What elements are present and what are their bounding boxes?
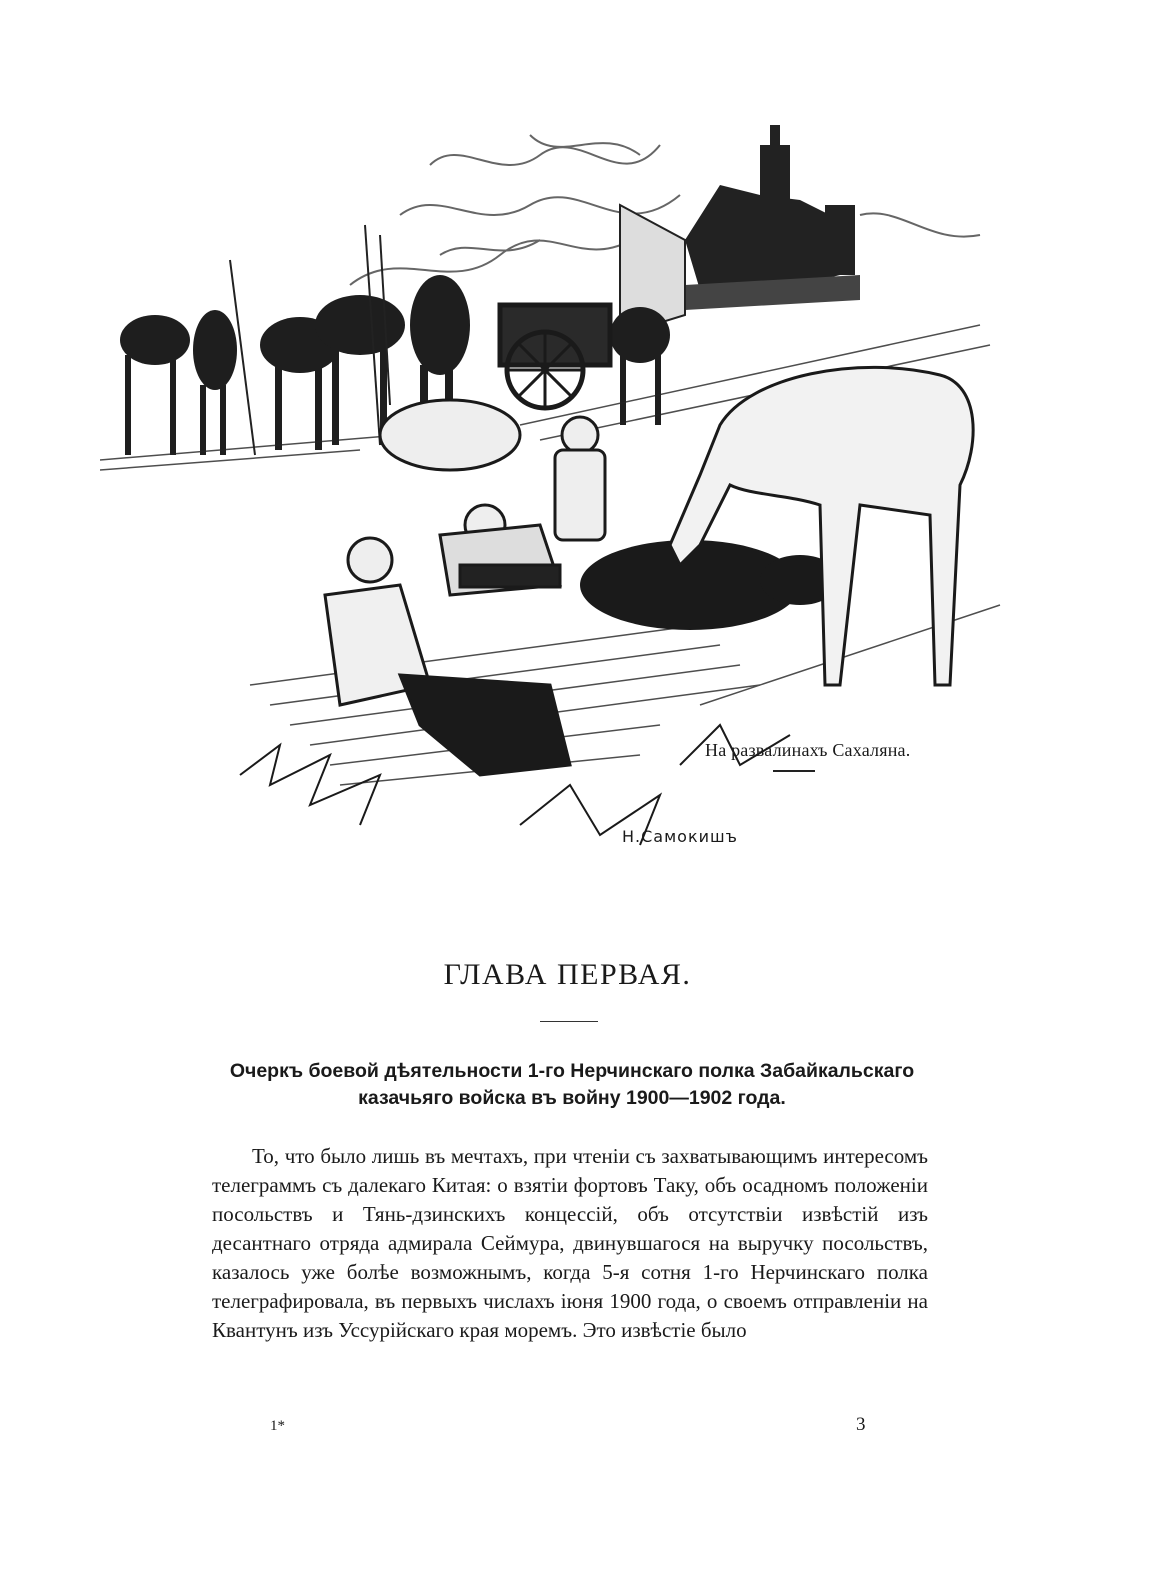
fallen-horse xyxy=(580,540,840,630)
chapter-subtitle: Очеркъ боевой дѣятельности 1-го Нерчинскаго полка Забайкальскаго казачьяго войска въ войну 1900—1902 года. xyxy=(229,1060,915,1109)
illustration-drawing xyxy=(100,125,1010,885)
soldiers xyxy=(325,400,605,775)
page-number: 3 xyxy=(856,1414,866,1435)
caption-divider xyxy=(773,770,815,772)
battle-scene-illustration xyxy=(100,125,1010,885)
body-paragraph: То, что было лишь въ мечтахъ, при чтенiи съ захватывающимъ интересомъ телеграммъ съ далекаго Китая: о взятiи фортовъ Таку, объ осадномъ положенiи посольствъ и Тянь-дзинскихъ концессiй, объ отсутствiи извѣстiй изъ десантнаго отряда адмирала Сеймура, двинувшагося на выручку посольствъ, казалось уже болѣе возможнымъ, когда 5-я сотня 1-го Нерчинскаго полка телеграфировала, въ первыхъ числахъ iюня 1900 года, о своемъ отправленiи на Квантунъ изъ Уссурiйскаго края моремъ. Это извѣстiе было xyxy=(212,1144,928,1342)
illustration-caption: На развалинахъ Сахаляна. xyxy=(705,740,911,760)
signature-mark: 1* xyxy=(270,1418,285,1434)
cart xyxy=(500,305,610,408)
artist-signature: Н.Самокишъ xyxy=(622,827,738,846)
light-horse xyxy=(670,367,973,685)
ruined-building xyxy=(620,125,860,335)
title-divider xyxy=(540,1021,598,1022)
chapter-title: ГЛАВА ПЕРВАЯ. xyxy=(443,958,692,991)
